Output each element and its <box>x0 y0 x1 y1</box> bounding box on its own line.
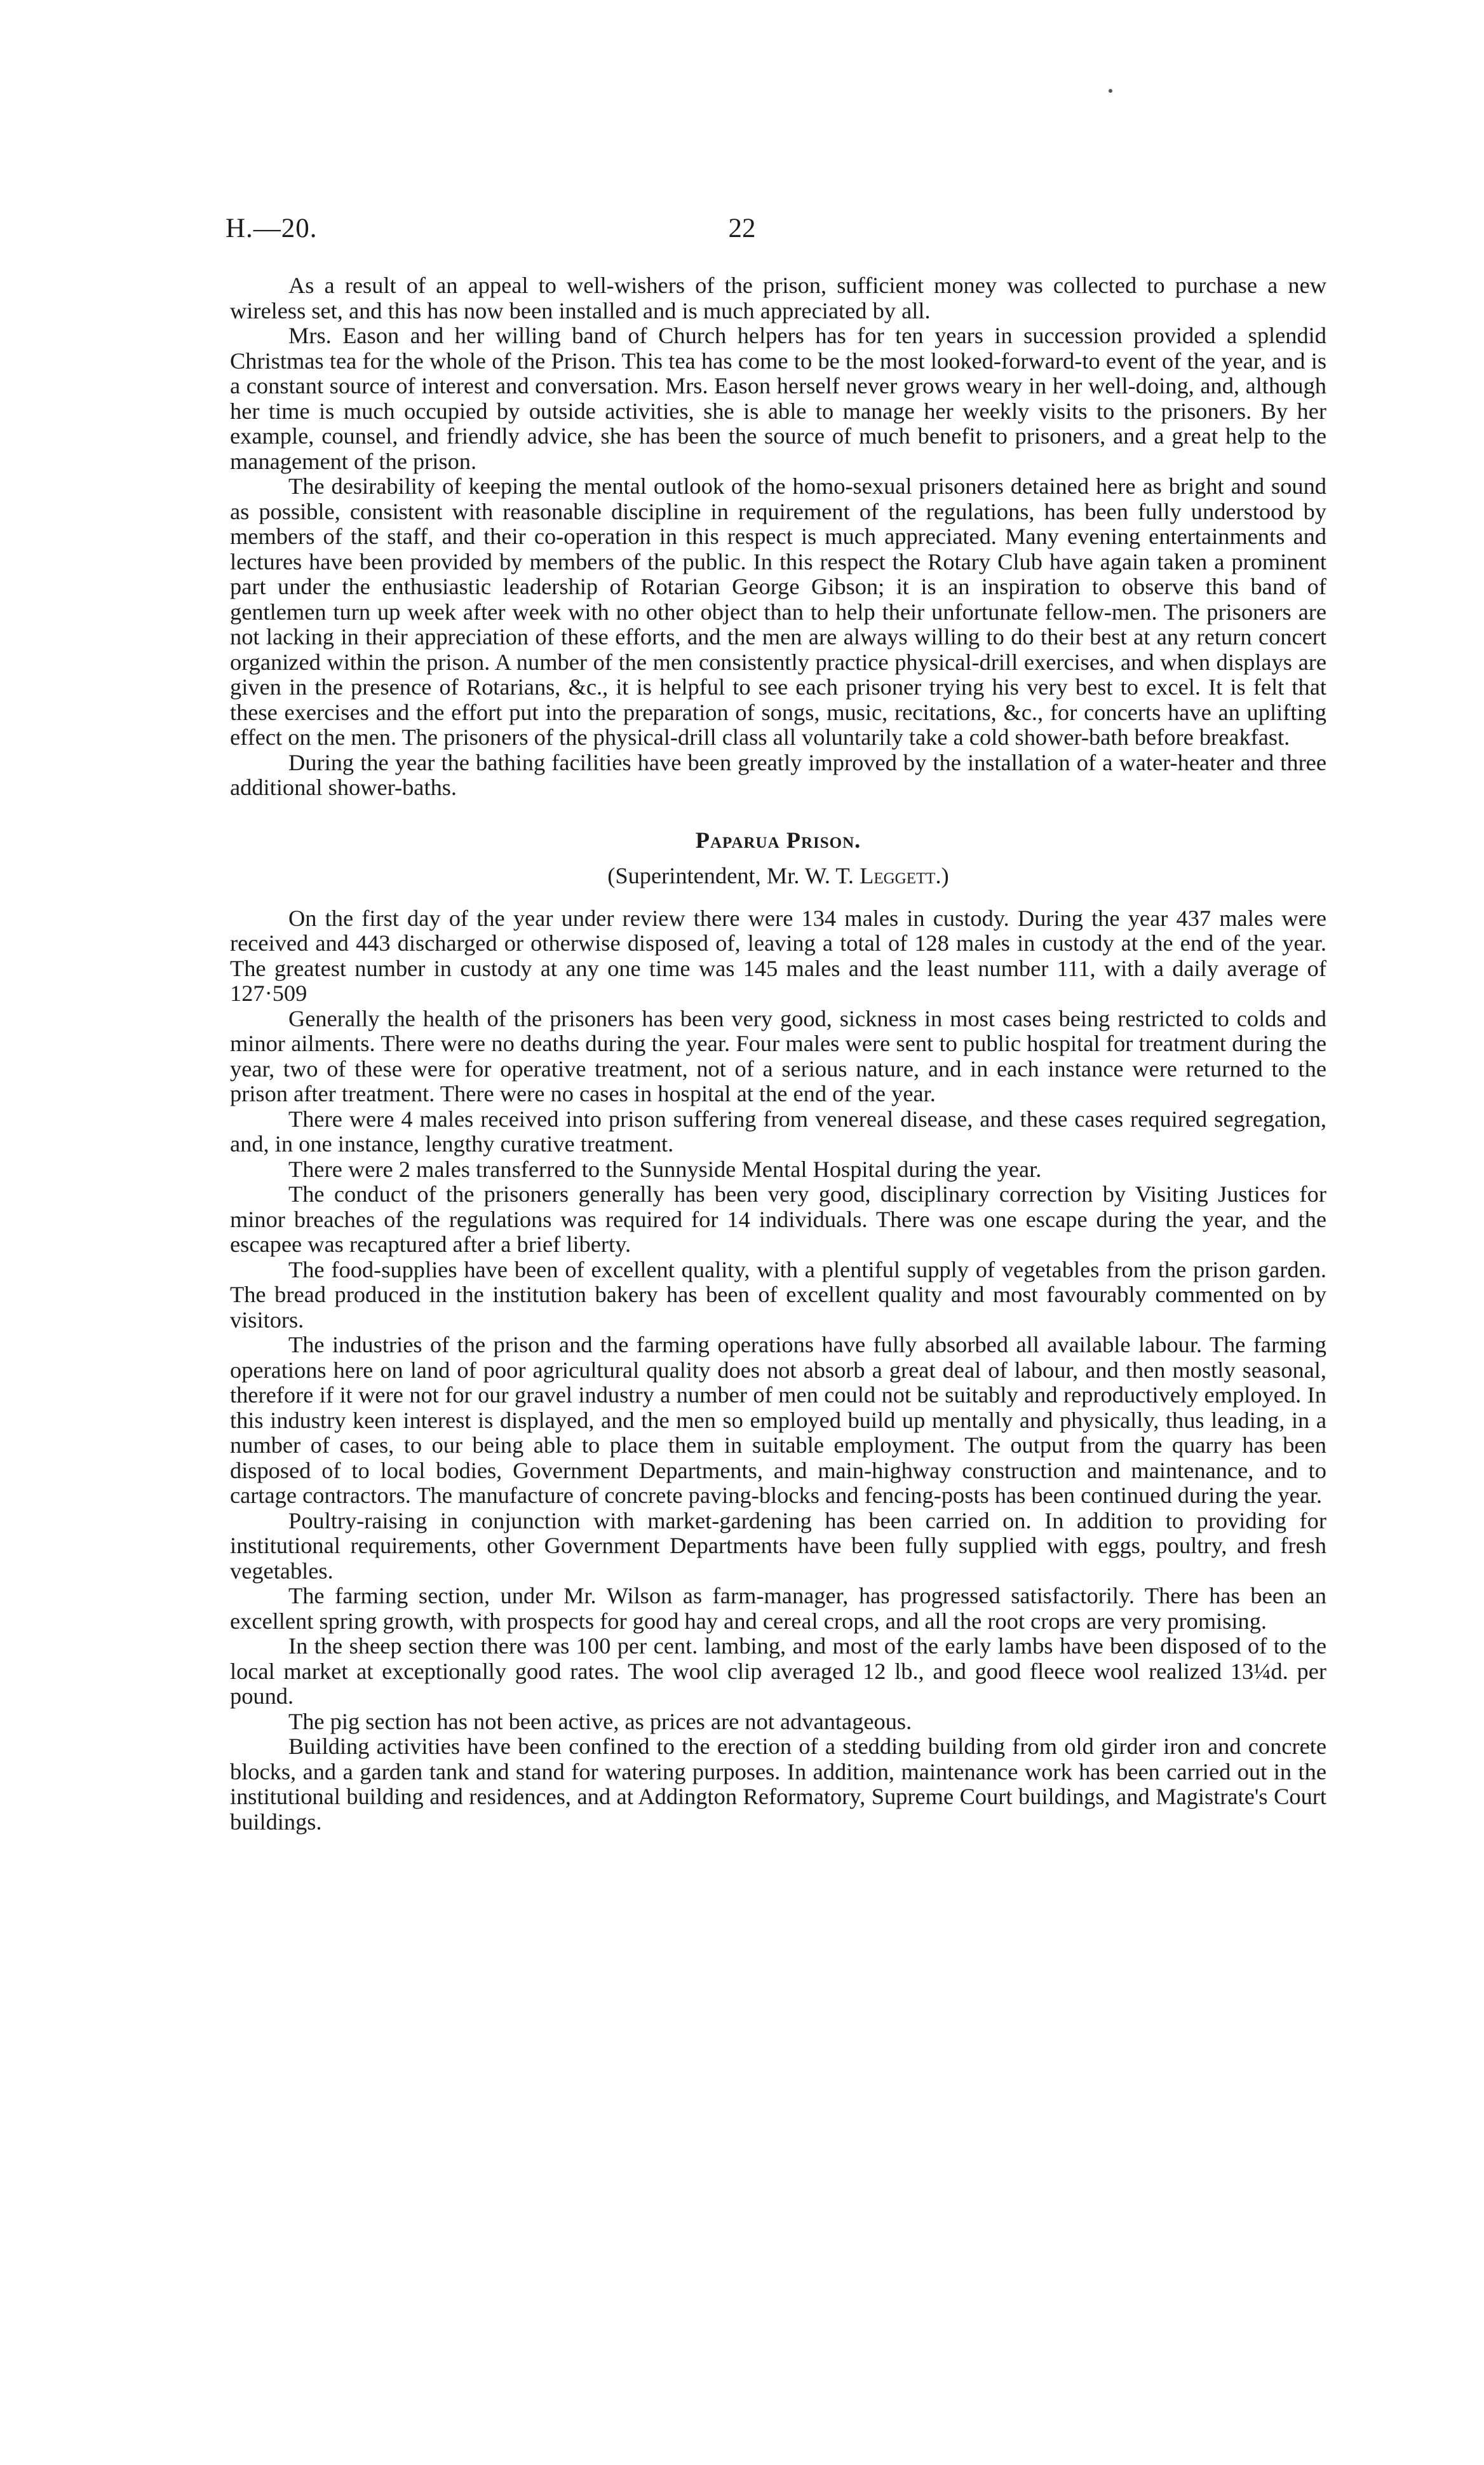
paragraph-industries: The industries of the prison and the farming operations have fully absorbed all available labour. The farming operations here on land of poor agricultural quality does not absorb a great deal of labour, and then mostly seasonal, therefore if it were not for our gravel industry a number of men could not be suitably and reproductively employed. In this industry keen interest is displayed, and the men so employed build up mentally and physically, thus leading, in a number of cases, to our being able to place them in suitable employment. The output from the quarry has been disposed of to local bodies, Government Departments, and main-highway construction and maintenance, and to cartage contractors. The manufacture of concrete paving-blocks and fencing-posts has been continued during the year. <box>230 1332 1326 1508</box>
paragraph-mental-hospital: There were 2 males transferred to the Sunnyside Mental Hospital during the year. <box>288 1156 1042 1182</box>
subtitle-suffix: .) <box>935 862 949 888</box>
section-subtitle <box>230 860 1326 891</box>
document-reference: H.—20. <box>226 214 318 243</box>
paragraph-sheep: In the sheep section there was 100 per cent. lambing, and most of the early lambs have been disposed of to the local market at exceptionally good rates. The wool clip averaged 12 lb., and good fleece wool realized 13¼d. per pound. <box>230 1633 1326 1709</box>
paragraph-custody: On the first day of the year under review there were 134 males in custody. During the year 437 males were received and 443 discharged or otherwise disposed of, leaving a total of 128 males in custody at the end of the year. The greatest number in custody at any one time was 145 males and the least number 111, with a daily average of 127·509 <box>230 905 1326 1006</box>
stray-mark <box>1109 89 1112 93</box>
body-text <box>230 273 1326 1835</box>
paragraph-venereal: There were 4 males received into prison suffering from venereal disease, and these cases required segregation, and, in one instance, lengthy curative treatment. <box>230 1106 1326 1157</box>
paragraph-wireless: As a result of an appeal to well-wishers of the prison, sufficient money was collected to purchase a new wireless set, and this has now been installed and is much appreciated by all. <box>230 273 1326 323</box>
paragraph-health: Generally the health of the prisoners has been very good, sickness in most cases being restricted to colds and minor ailments. There were no deaths during the year. Four males were sent to public hospital for treatment during the year, two of these were for operative treatment, not of a serious nature, and in each instance were returned to the prison after treatment. There were no cases in hospital at the end of the year. <box>230 1005 1326 1106</box>
superintendent-name: Leggett <box>860 862 936 888</box>
paragraph-conduct: The conduct of the prisoners generally has been very good, disciplinary correction by Visiting Justices for minor breaches of the regulations was required for 14 individuals. There was one escape during the year, and the escapee was recaptured after a brief liberty. <box>230 1181 1326 1257</box>
paragraph-entertainments: The desirability of keeping the mental outlook of the homo-sexual prisoners detained here as bright and sound as possible, consistent with reasonable discipline in requirement of the regulations, has been fully understood by members of the staff, and their co-operation in this respect is much appreciated. Many evening entertainments and lectures have been provided by members of the public. In this respect the Rotary Club have again taken a prominent part under the enthusiastic leadership of Rotarian George Gibson; it is an inspiration to observe this band of gentlemen turn up week after week with no other object than to help their unfortunate fellow-men. The prisoners are not lacking in their appreciation of these efforts, and the men are always willing to do their best at any return concert organized within the prison. A number of the men consistently practice physical-drill exercises, and when displays are given in the presence of Rotarians, &c., it is helpful to see each prisoner trying his very best to excel. It is felt that these exercises and the effort put into the preparation of songs, music, recitations, &c., for concerts have an uplifting effect on the men. The prisoners of the physical-drill class all voluntarily take a cold shower-bath before breakfast. <box>230 473 1326 750</box>
paragraph-bathing: During the year the bathing facilities have been greatly improved by the installation of a water-heater and three additional shower-baths. <box>230 749 1326 800</box>
paragraph-food: The food-supplies have been of excellent quality, with a plentiful supply of vegetables from the prison garden. The bread produced in the institution bakery has been of excellent quality and most favourably commented on by visitors. <box>230 1256 1326 1333</box>
paragraph-building: Building activities have been confined to the erection of a stedding building from old girder iron and concrete blocks, and a garden tank and stand for watering purposes. In addition, maintenance work has been carried out in the institutional building and residences, and at Addington Reformatory, Supreme Court buildings, and Magistrate's Court buildings. <box>230 1734 1326 1835</box>
paragraph-pigs: The pig section has not been active, as prices are not advantageous. <box>288 1708 912 1734</box>
subtitle-prefix: (Superintendent, Mr. W. T. <box>607 862 860 888</box>
paragraph-christmas-tea: Mrs. Eason and her willing band of Church helpers has for ten years in succession provided a splendid Christmas tea for the whole of the Prison. This tea has come to be the most looked-forward-to event of the year, and is a constant source of interest and conversation. Mrs. Eason herself never grows weary in her well-doing, and, although her time is much occupied by outside activities, she is able to manage her weekly visits to the prisoners. By her example, counsel, and friendly advice, she has been the source of much benefit to prisoners, and a great help to the management of the prison. <box>230 323 1326 474</box>
paragraph-farming: The farming section, under Mr. Wilson as farm-manager, has progressed satisfactorily. There has been an excellent spring growth, with prospects for good hay and cereal crops, and all the root crops are very promising. <box>230 1583 1326 1634</box>
section-title: Paparua Prison. <box>695 827 861 853</box>
paragraph-poultry: Poultry-raising in conjunction with market-gardening has been carried on. In addition to providing for institutional requirements, other Government Departments have been fully supplied with eggs, poultry, and fresh vegetables. <box>230 1507 1326 1584</box>
page-header <box>0 210 1484 248</box>
page-number: 22 <box>728 214 756 243</box>
